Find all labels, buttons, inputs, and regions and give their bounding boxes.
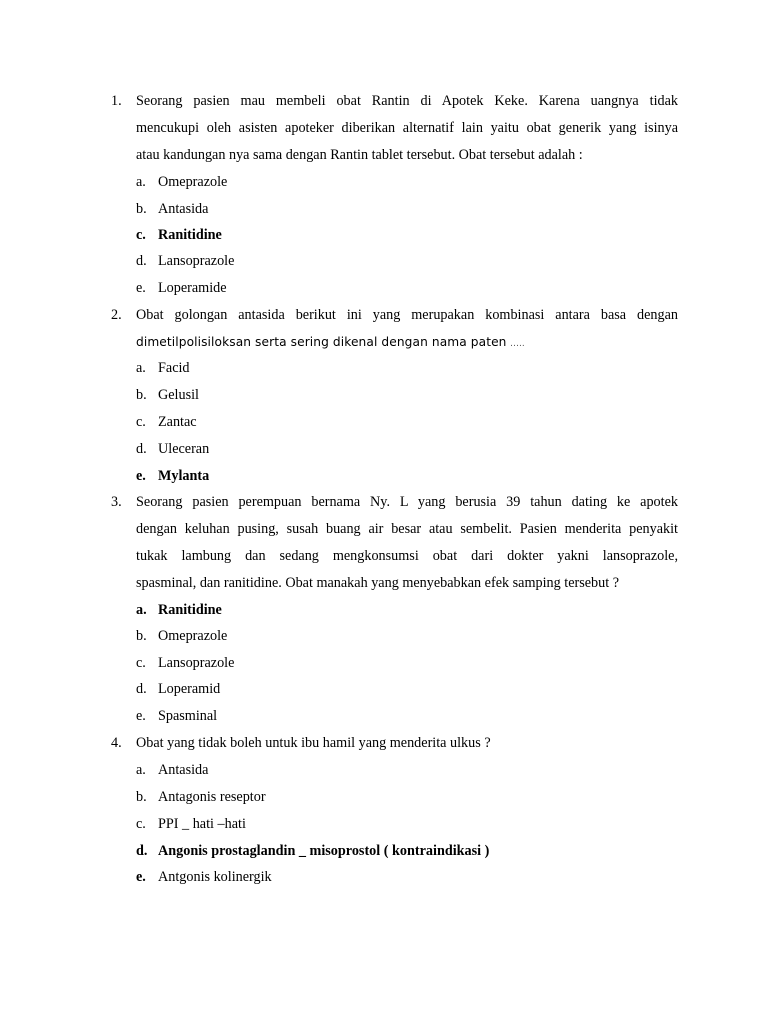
option-letter: b. — [136, 789, 147, 805]
option-letter: b. — [136, 387, 147, 403]
option-letter-answer: a. — [136, 602, 147, 618]
option-text: Zantac — [158, 414, 197, 430]
option-text: Loperamide — [158, 280, 227, 296]
option-text: Antagonis reseptor — [158, 789, 266, 805]
option-text: Antasida — [158, 762, 209, 778]
option-letter: e. — [136, 869, 146, 885]
option-letter: d. — [136, 253, 147, 269]
option-text: Gelusil — [158, 387, 199, 403]
option-letter: e. — [136, 280, 146, 296]
option-letter-answer: e. — [136, 468, 146, 484]
option-text: Omeprazole — [158, 174, 228, 190]
question-number: 3. — [111, 494, 122, 510]
option-text: PPI _ hati –hati — [158, 816, 246, 832]
question-text-line: mencukupi oleh asisten apoteker diberikan alternatif lain yaitu obat generik yang isinya — [136, 120, 678, 136]
option-text: Lansoprazole — [158, 655, 235, 671]
option-letter-answer: c. — [136, 227, 146, 243]
option-letter: b. — [136, 201, 147, 217]
option-text: Lansoprazole — [158, 253, 235, 269]
question-text-line: spasminal, dan ranitidine. Obat manakah yang menyebabkan efek samping tersebut ? — [136, 575, 620, 591]
option-text: Uleceran — [158, 441, 210, 457]
option-letter-answer: d. — [136, 843, 148, 859]
option-text: Antasida — [158, 201, 209, 217]
option-text: Spasminal — [158, 708, 218, 724]
option-letter: a. — [136, 762, 146, 778]
option-letter: d. — [136, 681, 147, 697]
option-text: Antgonis kolinergik — [158, 869, 272, 885]
option-letter: c. — [136, 816, 146, 832]
ellipsis-dots: ….. — [510, 339, 525, 349]
option-letter: a. — [136, 360, 146, 376]
question-text-line: Obat golongan antasida berikut ini yang merupakan kombinasi antara basa dengan — [136, 307, 678, 323]
option-text: Omeprazole — [158, 628, 228, 644]
option-letter: d. — [136, 441, 147, 457]
option-text: Facid — [158, 360, 190, 376]
question-text-line: tukak lambung dan sedang mengkonsumsi obat dari dokter yakni lansoprazole, — [136, 548, 678, 564]
option-text: Loperamid — [158, 681, 221, 697]
option-text-answer: Mylanta — [158, 468, 210, 484]
question-text-line: Obat yang tidak boleh untuk ibu hamil yang menderita ulkus ? — [136, 735, 491, 751]
question-text-line: Seorang pasien mau membeli obat Rantin di Apotek Keke. Karena uangnya tidak — [136, 93, 678, 109]
question-text-segment: dimetilpolisiloksan serta sering dikenal dengan nama paten — [136, 335, 507, 349]
option-text-answer: Ranitidine — [158, 602, 222, 618]
option-letter: e. — [136, 708, 146, 724]
question-text-line: atau kandungan nya sama dengan Rantin tablet tersebut. Obat tersebut adalah : — [136, 147, 583, 163]
option-letter: b. — [136, 628, 147, 644]
question-text-line: Seorang pasien perempuan bernama Ny. L yang berusia 39 tahun dating ke apotek — [136, 494, 678, 510]
question-number: 2. — [111, 307, 122, 323]
question-text-line — [136, 329, 678, 358]
question-text-line: dengan keluhan pusing, susah buang air besar atau sembelit. Pasien menderita penyakit — [136, 521, 678, 537]
option-letter: c. — [136, 414, 146, 430]
option-letter: a. — [136, 174, 146, 190]
question-number: 4. — [111, 735, 122, 751]
option-text-answer: Ranitidine — [158, 227, 222, 243]
option-text-answer: Angonis prostaglandin _ misoprostol ( kontraindikasi ) — [158, 843, 490, 859]
question-number: 1. — [111, 93, 122, 109]
option-letter: c. — [136, 655, 146, 671]
